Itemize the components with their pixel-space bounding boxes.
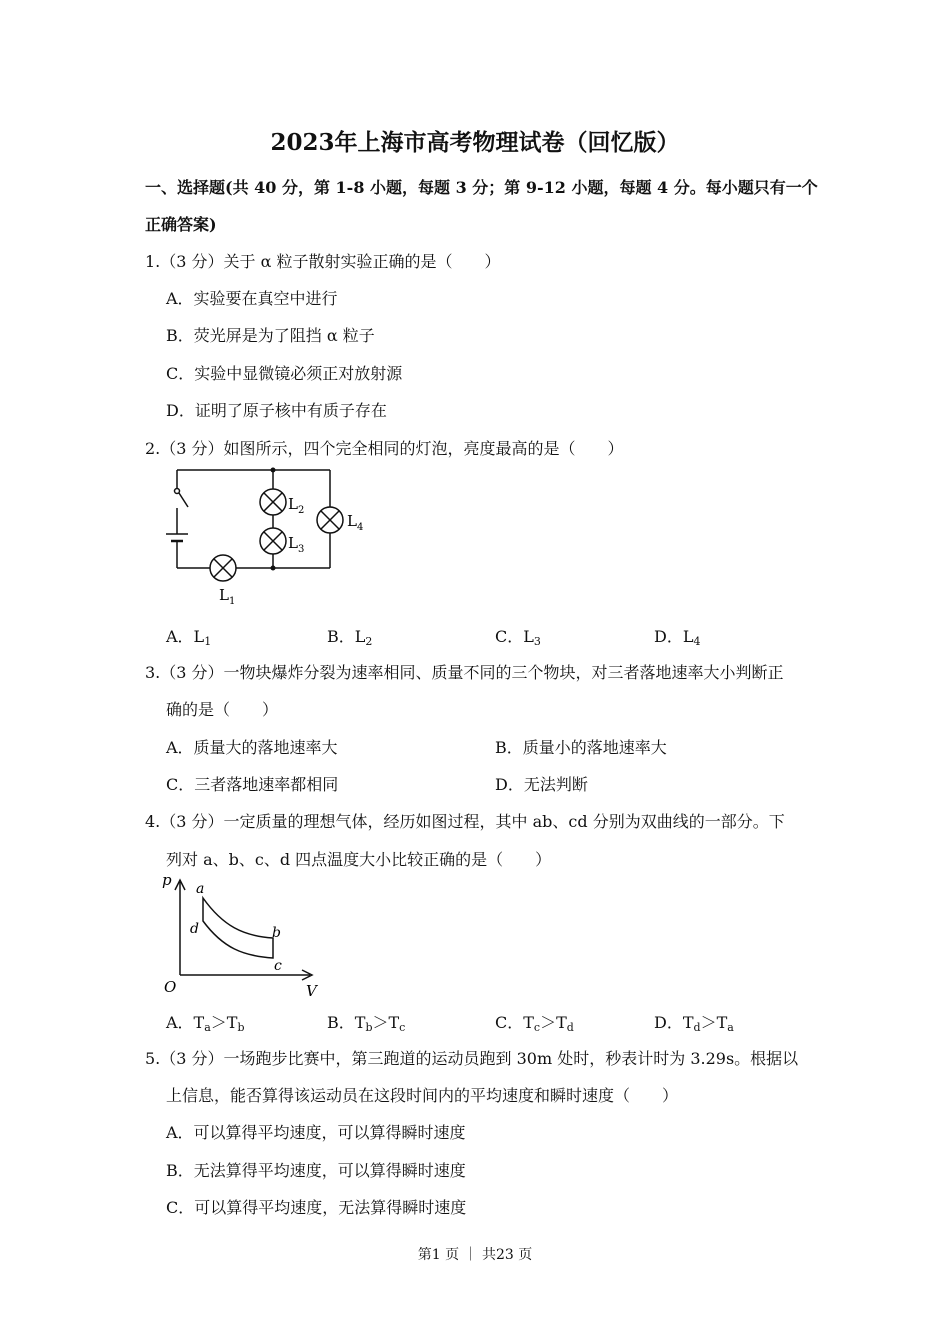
q4-option-a: A．$T_a>T_b$ [166,1013,245,1034]
axis-p-label: p [162,871,172,889]
q3-option-a: A．质量大的落地速率大 [166,738,338,757]
question-4-stem-cont: 列对 a、b、c、d 四点温度大小比较正确的是（ ） [166,850,552,869]
q4-option-c: C．$T_c>T_d$ [495,1013,574,1034]
pv-diagram [158,868,328,1002]
label-l1: $L_1$ [219,586,236,607]
question-3-stem-cont: 确的是（ ） [166,700,279,719]
origin-label: O [164,978,177,996]
q1-option-d: D．证明了原子核中有质子存在 [166,401,387,420]
point-d-label: d [190,921,199,937]
question-1-stem: 1.（3 分）关于 α 粒子散射实验正确的是（ ） [145,252,501,271]
circuit-diagram [160,462,380,612]
q5-option-a: A．可以算得平均速度，可以算得瞬时速度 [166,1123,466,1142]
q1-option-b: B．荧光屏是为了阻挡 α 粒子 [166,326,375,345]
q3-option-b: B．质量小的落地速率大 [495,738,667,757]
page-title: 2023年上海市高考物理试卷（回忆版） [270,129,680,156]
question-5-stem: 5.（3 分）一场跑步比赛中，第三跑道的运动员跑到 30m 处时，秒表计时为 3.29s。根据以 [145,1049,799,1068]
label-l4: $L_4$ [347,512,364,533]
question-5-stem-cont: 上信息，能否算得该运动员在这段时间内的平均速度和瞬时速度（ ） [166,1086,679,1105]
section-heading-cont: 正确答案) [145,215,217,234]
point-b-label: b [272,925,281,941]
q1-option-c: C．实验中显微镜必须正对放射源 [166,364,403,383]
q5-option-c: C．可以算得平均速度，无法算得瞬时速度 [166,1198,467,1217]
q3-option-c: C．三者落地速率都相同 [166,775,339,794]
point-c-label: c [274,958,282,974]
axis-v-label: V [306,982,317,1000]
page-footer: 第1 页 ｜ 共23 页 [417,1247,533,1263]
question-2-stem: 2.（3 分）如图所示，四个完全相同的灯泡，亮度最高的是（ ） [145,439,624,458]
question-3-stem: 3.（3 分）一物块爆炸分裂为速率相同、质量不同的三个物块，对三者落地速率大小判断正 [145,663,784,682]
q5-option-b: B．无法算得平均速度，可以算得瞬时速度 [166,1161,466,1180]
label-l3: $L_3$ [288,534,305,555]
q4-option-b: B．$T_b>T_c$ [327,1013,406,1034]
q3-option-d: D．无法判断 [495,775,588,794]
q2-option-c: C．$L_3$ [495,627,541,648]
q4-option-d: D．$T_d>T_a$ [654,1013,734,1034]
q1-option-a: A．实验要在真空中进行 [166,289,338,308]
q2-option-d: D．$L_4$ [654,627,701,648]
label-l2: $L_2$ [288,495,305,516]
question-4-stem: 4.（3 分）一定质量的理想气体，经历如图过程，其中 ab、cd 分别为双曲线的一部分。下 [145,812,785,831]
point-a-label: a [196,881,205,897]
q2-option-b: B．$L_2$ [327,627,373,648]
q2-option-a: A．$L_1$ [166,627,212,648]
section-heading: 一、选择题(共 40 分，第 1-8 小题，每题 3 分；第 9-12 小题，每题 4 分。每小题只有一个 [145,178,818,197]
